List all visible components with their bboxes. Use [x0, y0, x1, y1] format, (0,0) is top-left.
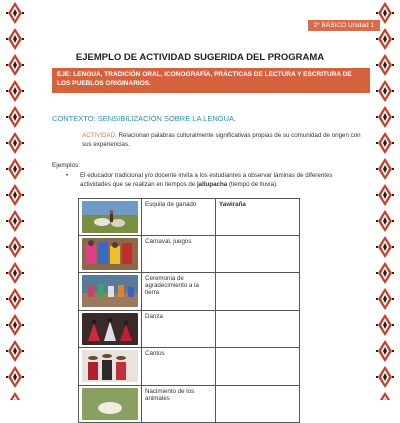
table-cell-label: Nacimiento de los animales	[142, 386, 216, 423]
table-row	[79, 199, 300, 236]
examples-label: Ejemplos:	[52, 162, 81, 169]
activity-label: ACTIVIDAD:	[82, 132, 117, 139]
table-row	[79, 236, 300, 273]
ceremony-photo	[82, 275, 138, 307]
table-row	[79, 273, 300, 311]
table-cell-image	[79, 311, 142, 348]
table-row	[79, 386, 300, 423]
document-page	[30, 0, 374, 402]
axis-banner: EJE: LENGUA, TRADICIÓN ORAL, ICONOGRAFÍA, PRÁCTICAS DE LECTURA Y ESCRITURA DE LOS PUEBLOS ORIGINARIOS.	[52, 68, 370, 93]
singing-photo	[82, 350, 138, 382]
table-header-yawirana: Yawiraña	[216, 199, 300, 236]
table-cell-label: Cantos	[142, 348, 216, 386]
sheep-shearing-photo	[82, 201, 138, 233]
table-row	[79, 311, 300, 348]
table-cell-empty	[216, 273, 300, 311]
table-cell-image	[79, 386, 142, 423]
table-cell-image	[79, 236, 142, 273]
animal-birth-photo	[82, 388, 138, 420]
table-cell-image	[79, 273, 142, 311]
page-title: EJEMPLO DE ACTIVIDAD SUGERIDA DEL PROGRAMA	[75, 52, 325, 63]
table-cell-image	[79, 348, 142, 386]
table-cell-empty	[216, 386, 300, 423]
bullet-icon: •	[66, 172, 69, 179]
table-cell-label: Esquila de ganado	[142, 199, 216, 236]
dance-photo	[82, 313, 138, 345]
bullet-text: El educador tradicional y/o docente invita a los estudiantes a observar láminas de diferentes actividades que se realizan en tiempos de jallupacha (tiempo de lluvia).	[80, 172, 333, 188]
activity-text: Relacionan palabras culturalmente significativas propias de su comunidad de origen con sus experiencias.	[82, 132, 361, 148]
decorative-border-right	[376, 0, 394, 400]
grade-unit-badge: 2° BÁSICO Unidad 1	[308, 20, 380, 31]
activity-paragraph	[82, 132, 362, 150]
table-row	[79, 348, 300, 386]
decorative-border-left	[6, 0, 24, 400]
table-cell-empty	[216, 311, 300, 348]
table-cell-empty	[216, 348, 300, 386]
table-cell-label: Carnaval, juegos	[142, 236, 216, 273]
table-cell-label: Danza	[142, 311, 216, 348]
carnival-photo	[82, 238, 138, 270]
activities-table	[78, 198, 300, 423]
table-cell-image	[79, 199, 142, 236]
bullet-bold-term: jallupacha	[196, 180, 228, 188]
table-cell-empty	[216, 236, 300, 273]
table-cell-label: Ceremonia de agradecimiento a la tierra	[142, 273, 216, 311]
context-heading: CONTEXTO: SENSIBILIZACIÓN SOBRE LA LENGUA.	[52, 114, 237, 123]
